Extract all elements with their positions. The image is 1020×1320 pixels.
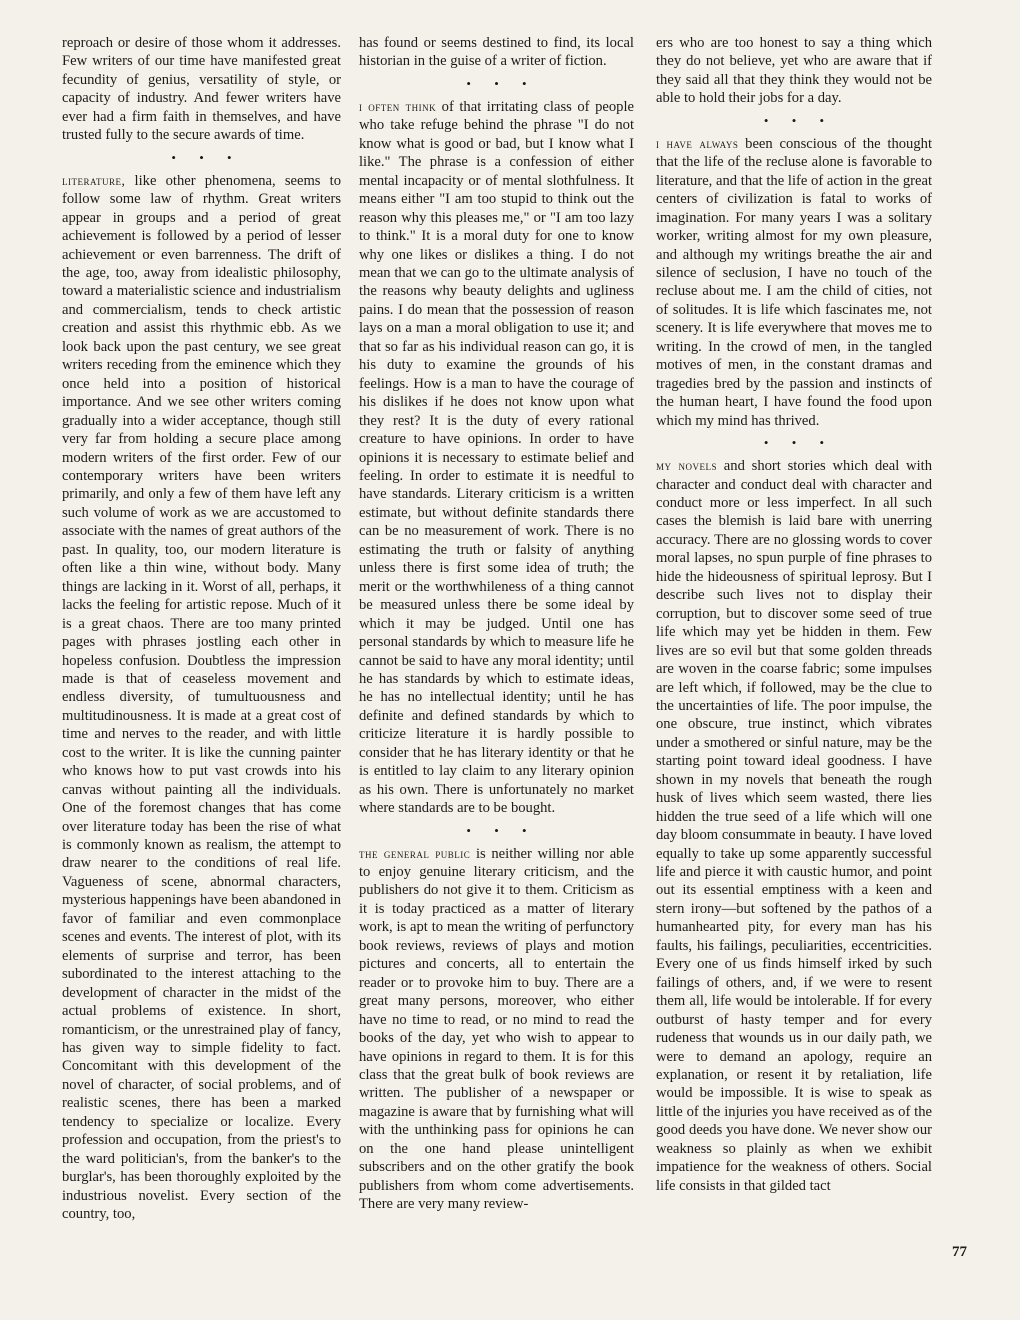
text-column-1 <box>62 34 341 1224</box>
section-separator: • • • <box>763 435 835 451</box>
paragraph-body: of that irritating class of people who take refuge behind the phrase "I do not know what is good or bad, but I know what I like." The phrase is a confession of either mental incapacity or of mental slothfulness. It means either "I am too stupid to think out the reason why this pleases me," or "I am too lazy to think." It is a moral duty for one to know why one likes or dislikes a thing. I do not mean that we can go to the ultimate analysis of the reasons why beauty delights and ugliness pains. I do mean that the possession of reason lays on a man a moral obligation to use it; and that so far as his individual reason can go, it is his duty to examine the grounds of his feelings. How is a man to have the courage of his dislikes if he does not know upon what they rest? It is the duty of every rational creature to have opinions. In order to have opinions it is necessary to estimate belief and feeling. In order to estimate it is needful to have standards. Literary criticism is a written estimate, but without definite standards there can be no measurement of work. There is no estimating the truth or falsity of anything unless there is first some idea of truth; the merit or the worthwhileness of a thing cannot be measured unless there be some ideal by which it may be judged. Until one has personal standards by which to measure life he cannot be said to have any moral identity; until he has standards by which to estimate ideas, he has no intellectual identity; until he has definite and defined standards by which to criticize literature it is hardly possible to consider that he has literary identity or that he is entitled to lay claim to any literary opinion as his own. There is unfortunately no market where standards are to be bought. <box>359 98 634 817</box>
section-separator: • • • <box>763 112 835 128</box>
text-column-3 <box>656 34 932 1195</box>
paragraph-lead-in: i have always <box>656 135 739 151</box>
paragraph: has found or seems destined to find, its local historian in the guise of a writer of fiction. <box>359 35 634 70</box>
paragraph: reproach or desire of those whom it addresses. Few writers of our time have manifested great fecundity of genius, versatility of style, or capacity of industry. And fewer writers have ever had a firm faith in themselves, and have trusted fully to the secure awards of time. <box>62 35 341 144</box>
paragraph-body: like other phenomena, seems to follow some law of rhythm. Great writers appear in groups and a period of great achievement is followed by a period of lesser achievement or even barrenness. The drift of the age, too, away from idealistic philosophy, toward a materialistic science and industrialism and commercialism, tends to check artistic creation and assist this rhythmic ebb. As we look back upon the past century, we see great writers receding from the eminence which they once held into a position of historical importance. And we see other writers coming gradually into a wider acceptance, though still very far from holding a secure place among modern writers of the first order. Few of our contemporary writers have been writers primarily, and only a few of them have left any such volume of work as we are accustomed to associate with the names of great authors of the past. In quality, too, our modern literature is often like a thin wine, without body. Many things are lacking in it. Worst of all, perhaps, it lacks the feeling for artistic repose. Much of it is a great chaos. There are too many printed pages with phrases jostling each other in hopeless confusion. Doubtless the impression made is that of ceaseless movement and endless diversity, of tumultuousness and multitudinousness. It is made at a great cost of time and nerves to the reader, and with little cost to the writer. It is like the cunning painter who knows how to put vast crowds into his canvas without painting all the individuals. One of the foremost changes that has come over literature today has been the rise of what is commonly known as realism, the attempt to draw nearer to the conditions of real life. Vagueness of scene, abnormal characters, mysterious happenings have been abandoned in favor of familiar and even commonplace scenes and events. The interest of plot, with its elements of surprise and terror, has been subordinated to the interest attaching to the development of character in the midst of the actual problems of existence. In short, romanticism, or the unrestrained play of fancy, has given way to simple fidelity to fact. Concomitant with this development of the novel of character, of social problems, and of realistic scenes, there has been a marked tendency to specialize or localize. Every profession and occupation, from the priest's to the ward politician's, from the banker's to the burglar's, has been thoroughly exploited by the industrious novelist. Every section of the country, too, <box>62 172 341 1223</box>
text-column-2 <box>359 34 634 1214</box>
section-separator: • • • <box>466 75 537 91</box>
paragraph <box>656 457 932 1195</box>
paragraph: ers who are too honest to say a thing which they do not believe, yet who are aware that if they said all that they think they would not be able to hold their jobs for a day. <box>656 35 932 107</box>
paragraph <box>656 135 932 430</box>
paragraph-lead-in: my novels <box>656 458 718 474</box>
page-number: 77 <box>952 1244 967 1260</box>
section-separator: • • • <box>466 822 537 838</box>
paragraph-lead-in: literature, <box>62 172 126 188</box>
paragraph <box>359 845 634 1214</box>
paragraph <box>62 172 341 1224</box>
paragraph <box>359 98 634 818</box>
paragraph-lead-in: i often think <box>359 98 437 114</box>
paragraph-body: is neither willing nor able to enjoy genuine literary criticism, and the publishers do not give it to them. Criticism as it is today practiced as a matter of literary work, is apt to mean the writing of perfunctory book reviews, reviews of plays and motion pictures and concerts, all to entertain the reader or to provoke him to buy. There are a great many persons, moreover, who either have no time to read, or no mind to read the books of the day, yet who wish to appear to have opinions in regard to them. It is for this class that the great bulk of book reviews are written. The publisher of a newspaper or magazine is aware that by furnishing what will with the unthinking pass for opinions he can on the one hand please unintelligent subscribers and on the other gratify the book publishers from whom come advertisements. There are very many review- <box>359 845 635 1213</box>
section-separator: • • • <box>171 149 242 165</box>
paragraph-body: been conscious of the thought that the life of the recluse alone is favorable to literature, and that the life of action in the great centers of civilization is fatal to works of imagination. For many years I was a solitary worker, writing almost for my own pleasure, and although my writings breathe the air and silence of seclusion, I have no touch of the recluse about me. I am the child of cities, not of solitudes. It is life which fascinates me, not scenery. It is life everywhere that moves me to writing. In the crowd of men, in the tangled motives of men, in the constant dramas and tragedies bred by the passion and instincts of the human heart, I have found the food upon which my mind has thrived. <box>656 135 932 429</box>
paragraph-lead-in: the general public <box>359 845 471 861</box>
paragraph-body: and short stories which deal with character and conduct deal with character and conduct more or less imperfect. In all such cases the blemish is laid bare with unerring accuracy. There are no glossing words to cover moral lapses, no spun purple of fine phrases to hide the hideousness of spiritual leprosy. But I describe such lives not to display their corruption, but to discover some seed of true life which may yet be hidden in them. Few lives are so evil but that some golden threads are woven in the coarse fabric; some impulses are left which, if followed, may be the clue to the uncertainties of life. The poor impulse, the one obscure, true instinct, which vibrates under a smothered or sinful nature, may be the starting point toward ideal goodness. I have shown in my novels that beneath the rough husk of lives which seem wasted, there lies hidden the true seed of a life which will one day bloom consummate in beauty. I have loved equally to take up some apparently successful life and pierce it with caustic humor, and point out its essential emptiness with a keen and stern irony—but softened by the pathos of a humanhearted pity, for every man has his faults, his failings, peculiarities, eccentricities. Every one of us finds himself irked by such failings of others, and, if we were to resent them all, life would be intolerable. If for every outburst of hasty temper and for every rudeness that wounds us in our daily path, we were to demand an apology, require an explanation, or resent it by retaliation, life would be impossible. It is wise to speak as little of the injuries you have received as of the good deeds you have done. We never show our weakness so plainly as when we exhibit impatience for the weakness of others. Social life consists in that gilded tact <box>656 458 932 1194</box>
